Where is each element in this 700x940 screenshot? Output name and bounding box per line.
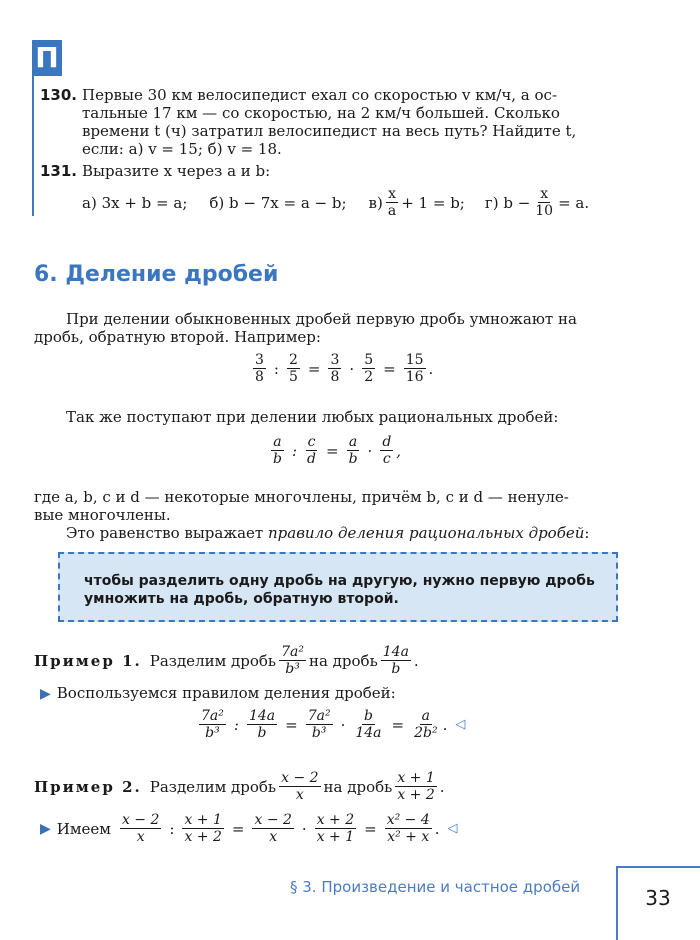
- example-1-header: Пример 1. Разделим дробь $\frac{\text{7a²}}{\text{b³}}$ на дробь $\frac{14a}{b}$ .: [34, 644, 419, 677]
- definition-line: где a, b, c и d — некоторые многочлены, причём b, c и d — ненуле-: [34, 488, 569, 506]
- section-marker-letter: П: [35, 41, 59, 74]
- problem-130: [40, 86, 640, 158]
- item-a: а) 3x + b = a;: [82, 193, 188, 212]
- problem-131: [40, 162, 640, 180]
- example-label: Пример 2.: [34, 777, 142, 796]
- paragraph-general: Так же поступают при делении любых рациональных дробей:: [66, 408, 559, 426]
- paragraph-definition: где a, b, c и d — некоторые многочлены, причём b, c и d — ненуле- вые многочлены. Это равенство выражает правило деления рациональных дробей:: [34, 488, 644, 542]
- definition-line: вые многочлены.: [34, 506, 171, 524]
- intro-paragraph: [34, 310, 634, 346]
- formula-general: $\frac{a}{b}$ : $\frac{c}{d}$ = $\frac{a}{b}$ · $\frac{d}{c}$ ,: [273, 434, 402, 467]
- definition-text: Это равенство выражает: [66, 524, 268, 542]
- intro-line: При делении обыкновенных дробей первую дробь умножают на: [66, 310, 577, 328]
- problem-131-items: [82, 186, 642, 219]
- example-text: на дробь: [308, 651, 378, 670]
- hint-text: Имеем: [56, 819, 111, 838]
- problem-line: тальные 17 км — со скоростью, на 2 км/ч большей. Сколько: [82, 104, 560, 122]
- item-d-rest: = a.: [558, 193, 590, 212]
- solution-end-icon: ◁: [447, 821, 458, 836]
- example-2-calc: ▶ Имеем $\frac{x - 2}{x}$ : $\frac{x + 1}{x + 2}$ = $\frac{x - 2}{x}$ · $\frac{x + 2}{x + 1}$ = $\frac{\text{x² − 4}}{\text{x² + x}}$ . ◁: [40, 812, 458, 845]
- item-c-prefix: в): [368, 193, 383, 212]
- example-1-calc: $\frac{\text{7a²}}{\text{b³}}$ : $\frac{14a}{b}$ = $\frac{\text{7a²}}{\text{b³}}$ · $\frac{b}{14a}$ = $\frac{a}{\text{2b²}}$ . ◁: [201, 708, 466, 741]
- example-label: Пример 1.: [34, 651, 142, 670]
- item-d-fraction: $\frac{x}{10}$: [535, 186, 554, 219]
- rule-text: [84, 572, 614, 608]
- solution-end-icon: ◁: [455, 717, 466, 732]
- problem-line: если: а) v = 15; б) v = 18.: [82, 140, 282, 158]
- solution-start-icon: ▶: [40, 686, 51, 702]
- item-b: б) b − 7x = a − b;: [209, 193, 347, 212]
- example-1-hint: [40, 684, 396, 703]
- fraction: $\frac{x - 2}{x}$: [281, 770, 319, 803]
- problem-line: Выразите x через a и b:: [82, 162, 271, 180]
- example-2-header: Пример 2. Разделим дробь $\frac{x - 2}{x}$ на дробь $\frac{x + 1}{x + 2}$ .: [34, 770, 445, 803]
- example-text: Разделим дробь: [149, 651, 277, 670]
- fraction: $\frac{14a}{b}$: [382, 644, 409, 677]
- vertical-rule: [32, 76, 34, 216]
- formula-numeric: $\frac{3}{8}$ : $\frac{2}{5}$ = $\frac{3}{8}$ · $\frac{5}{2}$ = $\frac{15}{16}$ .: [255, 352, 434, 385]
- problem-number: 131.: [40, 162, 78, 180]
- page-number: 33: [645, 886, 671, 910]
- example-text: Разделим дробь: [149, 777, 277, 796]
- rule-line: чтобы разделить одну дробь на другую, нужно первую дробь: [84, 573, 595, 589]
- item-d-prefix: г) b −: [484, 193, 531, 212]
- item-c-rest: + 1 = b;: [401, 193, 465, 212]
- hint-text: Воспользуемся правилом деления дробей:: [56, 684, 396, 702]
- rule-name: правило деления рациональных дробей: [268, 524, 585, 542]
- problem-line: времени t (ч) затратил велосипедист на весь путь? Найдите t,: [82, 122, 577, 140]
- running-title: § 3. Произведение и частное дробей: [290, 878, 581, 896]
- example-text: на дробь: [323, 777, 393, 796]
- rule-line: умножить на дробь, обратную второй.: [84, 591, 399, 607]
- intro-line: дробь, обратную второй. Например:: [34, 328, 321, 346]
- section-title: 6. Деление дробей: [34, 262, 279, 287]
- solution-start-icon: ▶: [40, 820, 51, 837]
- problem-line: Первые 30 км велосипедист ехал со скоростью v км/ч, а ос-: [82, 86, 558, 104]
- fraction: $\frac{\text{7a²}}{\text{b³}}$: [281, 644, 304, 677]
- item-c-fraction: $\frac{x}{a}$: [387, 186, 397, 219]
- fraction: $\frac{x + 1}{x + 2}$: [397, 770, 435, 803]
- problem-number: 130.: [40, 86, 78, 104]
